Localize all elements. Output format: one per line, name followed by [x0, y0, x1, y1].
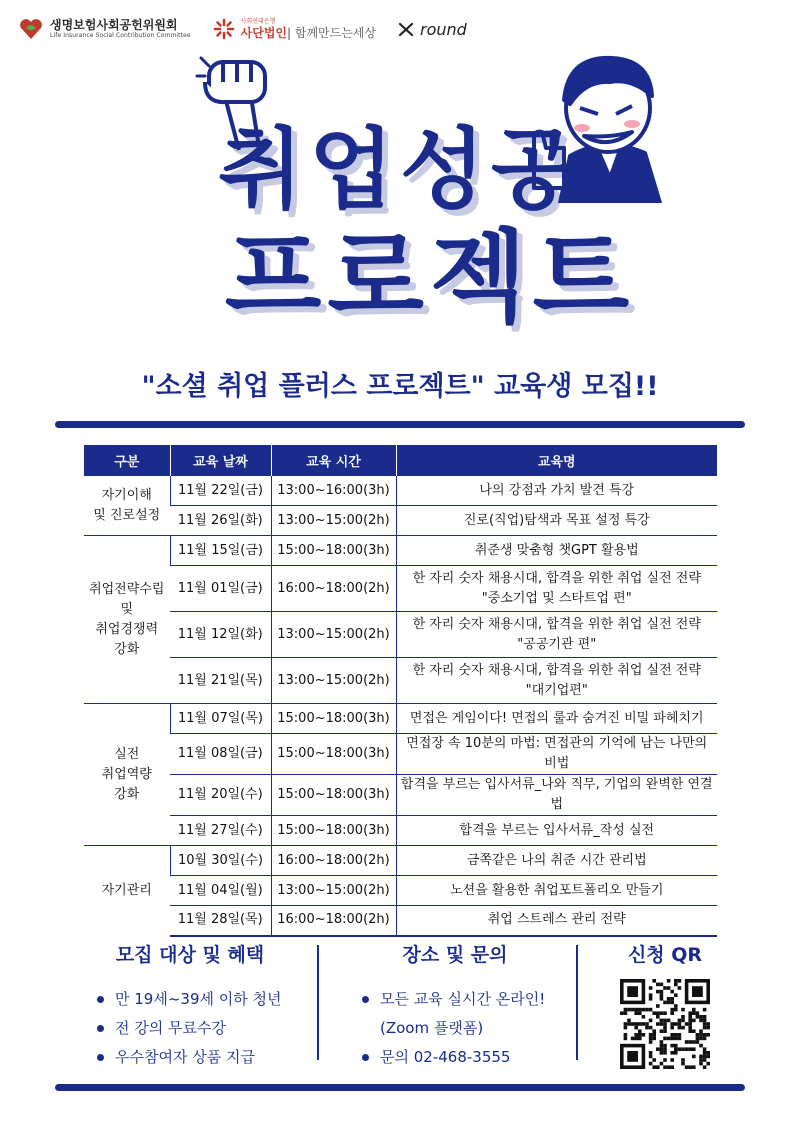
category-line: 자기이해: [101, 487, 152, 503]
course-name-line: 합격을 부르는 입사서류_나와 직무, 기업의 완벽한 연결법: [400, 777, 713, 812]
time-cell: 13:00~15:00(2h): [271, 658, 396, 704]
course-cell: [396, 876, 717, 906]
place-section: [350, 940, 560, 1072]
category-line: 취업전략수립: [89, 581, 165, 597]
life-insurance-logo: [18, 16, 191, 42]
time-cell: 16:00~18:00(2h): [271, 846, 396, 876]
table-row: [84, 612, 717, 658]
date-cell: 11월 26일(화): [170, 506, 271, 536]
course-name-line: 합격을 부르는 입사서류_작성 실전: [459, 822, 655, 838]
course-name-line: "중소기업 및 스타트업 편": [481, 590, 632, 606]
course-cell: [396, 816, 717, 846]
table-row: [84, 536, 717, 566]
date-cell: 10월 30일(수): [170, 846, 271, 876]
date-cell: 11월 07일(목): [170, 704, 271, 734]
course-name-line: 진로(직업)탐색과 목표 설정 특강: [463, 512, 650, 528]
org2-name: 사단법인| 함께만드는세상: [240, 26, 377, 40]
table-row: [84, 846, 717, 876]
category-line: 실전: [114, 746, 140, 762]
table-row: [84, 816, 717, 846]
table-row: [84, 906, 717, 936]
table-row: [84, 506, 717, 536]
header-category: 구분: [84, 445, 170, 476]
course-cell: [396, 906, 717, 936]
date-cell: 11월 21일(목): [170, 658, 271, 704]
date-cell: 11월 04일(월): [170, 876, 271, 906]
title-line-1: 취업성공: [217, 118, 583, 221]
table-row: [84, 775, 717, 816]
course-name-line: 한 자리 숫자 채용시대, 합격을 위한 취업 실전 전략: [412, 616, 701, 632]
list-item: 문의 02-468-3555: [362, 1043, 560, 1072]
date-cell: 11월 27일(수): [170, 816, 271, 846]
round-logo: [398, 20, 467, 39]
list-item: 전 강의 무료수강: [97, 1014, 305, 1043]
course-cell: [396, 775, 717, 816]
course-name-line: 취준생 맞춤형 챗GPT 활용법: [474, 542, 639, 558]
page-subtitle: "소셜 취업 플러스 프로젝트" 교육생 모집!!: [141, 371, 659, 402]
course-name-line: "대기업편": [525, 682, 588, 698]
schedule-table: [84, 445, 717, 937]
bottom-divider: [55, 1084, 745, 1091]
date-cell: 11월 22일(금): [170, 476, 271, 506]
qr-section: [600, 940, 730, 1073]
date-cell: 11월 28일(목): [170, 906, 271, 936]
course-name-line: 면접장 속 10분의 마법: 면접관의 기억에 남는 나만의 비법: [406, 736, 708, 771]
course-name-line: 한 자리 숫자 채용시대, 합격을 위한 취업 실전 전략: [412, 662, 701, 678]
top-divider: [55, 421, 745, 428]
place-heading: 장소 및 문의: [402, 944, 508, 966]
course-cell: [396, 612, 717, 658]
course-cell: [396, 846, 717, 876]
category-line: 및 진로설정: [93, 507, 161, 523]
category-line: 및: [120, 601, 134, 617]
list-item: 모든 교육 실시간 온라인!: [362, 985, 560, 1014]
course-cell: [396, 476, 717, 506]
course-cell: [396, 658, 717, 704]
solidarity-bank-logo: [213, 18, 376, 40]
course-cell: [396, 536, 717, 566]
date-cell: 11월 20일(수): [170, 775, 271, 816]
table-row: [84, 734, 717, 775]
category-line: 강화: [114, 641, 140, 657]
title-line-2: 프로젝트: [224, 219, 636, 336]
category-line: 강화: [114, 786, 140, 802]
course-cell: [396, 734, 717, 775]
schedule-body: [84, 476, 717, 936]
date-cell: 11월 08일(금): [170, 734, 271, 775]
column-divider: [576, 945, 578, 1060]
org3-name: round: [420, 19, 467, 39]
table-row: [84, 566, 717, 612]
org2-top: 사회연대은행: [240, 18, 276, 25]
date-cell: 11월 01일(금): [170, 566, 271, 612]
time-cell: 16:00~18:00(2h): [271, 906, 396, 936]
course-name-line: 면접은 게임이다! 면접의 룰과 숨겨진 비밀 파헤치기: [409, 710, 704, 726]
table-row: [84, 704, 717, 734]
heart-icon: [18, 16, 44, 42]
category-cell: [84, 846, 170, 936]
list-item: (Zoom 플랫폼): [380, 1019, 484, 1037]
header-date: 교육 날짜: [170, 445, 271, 476]
category-line: 취업경쟁력: [95, 621, 159, 637]
time-cell: 13:00~15:00(2h): [271, 612, 396, 658]
time-cell: 13:00~15:00(2h): [271, 876, 396, 906]
target-section: [75, 940, 305, 1072]
course-cell: [396, 506, 717, 536]
list-item: 만 19세~39세 이하 청년: [97, 985, 305, 1014]
course-name-line: 취업 스트레스 관리 전략: [487, 912, 626, 928]
time-cell: 15:00~18:00(3h): [271, 734, 396, 775]
target-list: [75, 985, 305, 1072]
time-cell: 13:00~16:00(3h): [271, 476, 396, 506]
date-cell: 11월 12일(화): [170, 612, 271, 658]
table-row: [84, 476, 717, 506]
header-time: 교육 시간: [271, 445, 396, 476]
course-name-line: 나의 강점과 가치 발견 특강: [479, 482, 635, 498]
course-name-line: 한 자리 숫자 채용시대, 합격을 위한 취업 실전 전략: [412, 570, 701, 586]
burst-icon: [213, 18, 235, 40]
category-cell: [84, 536, 170, 704]
place-list: [350, 985, 560, 1072]
category-cell: [84, 476, 170, 536]
course-name-line: 금쪽같은 나의 취준 시간 관리법: [466, 852, 647, 868]
time-cell: 15:00~18:00(3h): [271, 704, 396, 734]
category-line: 자기관리: [101, 882, 152, 898]
table-header-row: [84, 445, 717, 476]
time-cell: 13:00~15:00(2h): [271, 506, 396, 536]
header-course: 교육명: [396, 445, 717, 476]
org1-name: 생명보험사회공헌위원회: [50, 17, 178, 32]
time-cell: 15:00~18:00(3h): [271, 536, 396, 566]
qr-code[interactable]: [620, 979, 710, 1069]
qr-heading: 신청 QR: [627, 944, 703, 966]
category-line: 취업역량: [101, 766, 152, 782]
time-cell: 15:00~18:00(3h): [271, 775, 396, 816]
time-cell: 15:00~18:00(3h): [271, 816, 396, 846]
x-mark-icon: [398, 21, 414, 37]
header-logos: [18, 12, 467, 46]
column-divider: [317, 945, 319, 1060]
table-row: [84, 658, 717, 704]
list-item: 우수참여자 상품 지급: [97, 1043, 305, 1072]
course-cell: [396, 704, 717, 734]
target-heading: 모집 대상 및 혜택: [115, 944, 265, 966]
time-cell: 16:00~18:00(2h): [271, 566, 396, 612]
date-cell: 11월 15일(금): [170, 536, 271, 566]
category-cell: [84, 704, 170, 846]
course-cell: [396, 566, 717, 612]
table-row: [84, 876, 717, 906]
course-name-line: 노션을 활용한 취업포트폴리오 만들기: [450, 882, 664, 898]
course-name-line: "공공기관 편": [517, 636, 597, 652]
org1-sub: Life Insurance Social Contribution Committee: [50, 31, 191, 39]
